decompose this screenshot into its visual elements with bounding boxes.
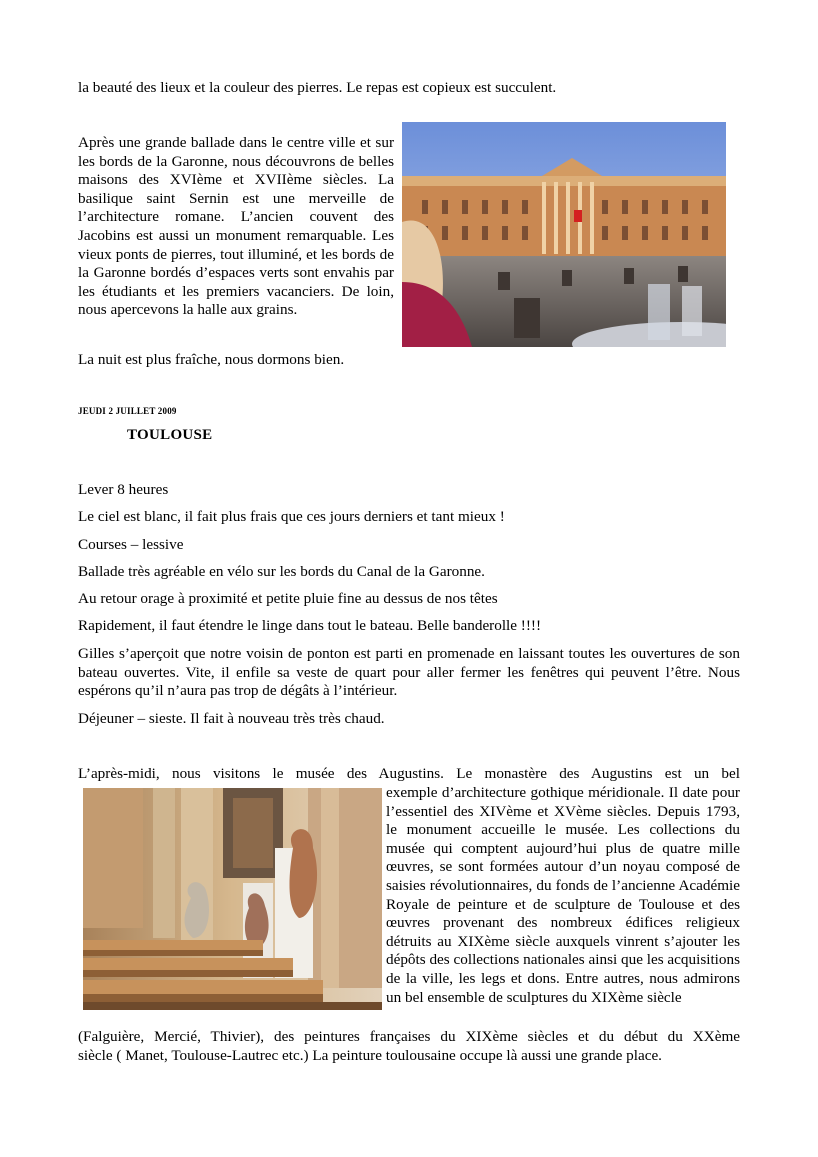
- diary-line: Rapidement, il faut étendre le linge dans tout le bateau. Belle banderolle !!!!: [78, 617, 542, 634]
- entry-date: JEUDI 2 JUILLET 2009: [78, 406, 177, 416]
- night-line: La nuit est plus fraîche, nous dormons bien.: [78, 351, 345, 368]
- diary-line: Au retour orage à proximité et petite pluie fine au dessus de nos têtes: [78, 590, 498, 607]
- diary-line: Lever 8 heures: [78, 481, 169, 498]
- diary-line: Le ciel est blanc, il fait plus frais que ces jours derniers et tant mieux !: [78, 508, 505, 525]
- museum-line: siècle ( Manet, Toulouse-Lautrec etc.) La peinture toulousaine occupe là aussi une grande place.: [78, 1047, 662, 1064]
- intro-line: la beauté des lieux et la couleur des pierres. Le repas est copieux est succulent.: [78, 79, 557, 96]
- museum-first-line: L’après-midi, nous visitons le musée des Augustins. Le monastère des Augustins est un bel: [78, 765, 740, 782]
- city-walk-paragraph: Après une grande ballade dans le centre ville et sur les bords de la Garonne, nous découvrons de belles maisons des XVIème et XVIIème siècles. La basilique saint Sernin est une merveille de l’architecture romane. L’ancien couvent des Jacobins est aussi un monument remarquable. Les vieux ponts de pierres, tout illuminé, et les bords de la Garonne bordés d’espaces verts sont envahis par les étudiants et les premiers vacanciers. De loin, nous apercevons la halle aux grains.: [78, 134, 394, 319]
- augustins-museum-photo: [83, 788, 382, 1010]
- museum-line: (Falguière, Mercié, Thivier), des peintures françaises du XIXème siècles et du début du XXème: [78, 1028, 740, 1045]
- lunch-line: Déjeuner – sieste. Il fait à nouveau très très chaud.: [78, 710, 385, 727]
- entry-title: TOULOUSE: [127, 427, 213, 443]
- capitole-square-photo: [402, 122, 726, 347]
- diary-line: Courses – lessive: [78, 536, 184, 553]
- museum-side-paragraph: exemple d’architecture gothique méridionale. Il date pour l’essentiel des XIVème et XVème siècles. Depuis 1793, le monument accueille le musée. Les collections du musée qui comptent aujourd’hui plus de quatre mille œuvres, se sont formées autour d’un noyau composé de saisies révolutionnaires, du fonds de l’ancienne Académie Royale de peinture et de sculpture de Toulouse et des œuvres provenant des nombreux édifices religieux détruits au XIXème siècle auxquels vinrent s’ajouter les dépôts des collections nationales ainsi que les acquisitions de la ville, les legs et dons. Entre autres, nous admirons un bel ensemble de sculptures du XIXème siècle: [386, 784, 740, 1006]
- neighbour-boat-paragraph: Gilles s’aperçoit que notre voisin de ponton est parti en promenade en laissant toutes les ouvertures de son bateau ouvertes. Vite, il enfile sa veste de quart pour aller fermer les fenêtres qui peuvent l’être. Nous espérons qu’il n’aura pas trop de dégâts à l’intérieur.: [78, 645, 740, 700]
- diary-line: Ballade très agréable en vélo sur les bords du Canal de la Garonne.: [78, 563, 485, 580]
